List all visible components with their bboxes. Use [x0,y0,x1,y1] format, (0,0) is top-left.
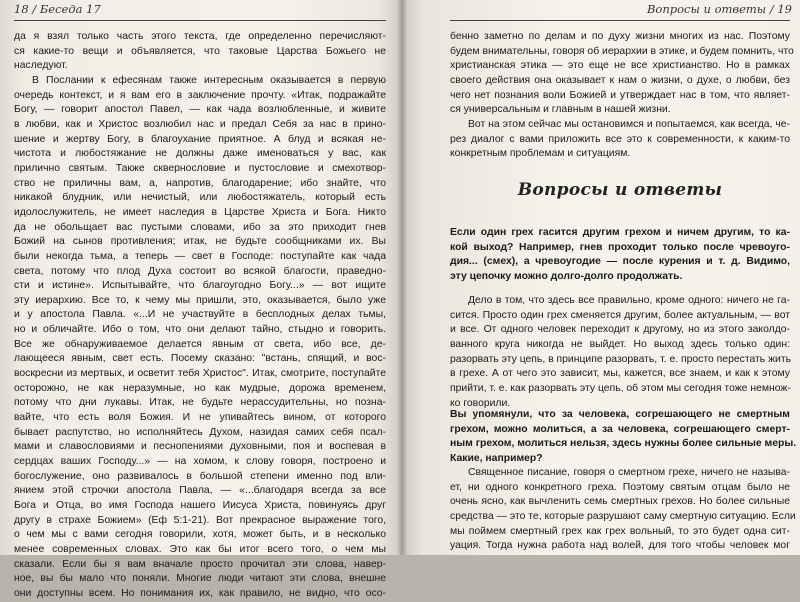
text-line: и у апостола Павла. «...И не участвуйте в бесплодных делах тьмы, [14,309,386,321]
text-line: сти и истине». Испытывайте, что благоугодно Богу...» — вот ищите [14,280,386,292]
text-line: шение и жертву Богу, в благоухание приятное. А блуд и всякая не- [14,133,386,145]
text-line: мы поймем смертный грех как грех вольный, то это будет одна сит- [450,525,790,537]
text-line: ся какие-то вещи и объявляется, что таковые Царства Божьего не [14,45,386,57]
text-line: Божий на сынов противления; итак, не будьте сообщниками их. Вы [14,236,386,248]
text-line: бывает распутство, но исполняйтесь Духом, назидая самих себя псал- [14,426,386,438]
text-line: были некогда тьма, а теперь — свет в Господе: поступайте как чада [14,250,386,262]
text-line: воскресни из мертвых, и осветит тебя Христос". Итак, смотрите, поступайте [14,368,386,380]
text-line: но и обличайте. Ибо о том, что они делают тайно, стыдно и говорить. [14,324,386,336]
question-line: Вы упомянули, что за человека, согрешающего не смертным [450,409,790,420]
text-line: Все же обнаруживаемое делается явным от света, ибо все, де- [14,338,386,350]
text-line: прийти, т. е. как разорвать эту цепь, об этом мы сегодня тоже немнож- [450,382,791,394]
text-line: они доступны всем. Но понимания их, как правило, не видно, что осо- [14,587,386,599]
text-line: богослужение, оно развивалось в большой степени именно под вли- [14,470,386,482]
answer-2 [450,466,796,554]
text-line: сердцах ваших Господу...» — на хомом, к слову говоря, построено и [14,456,386,468]
question-1 [450,226,790,285]
text-line: ся универсальным и главным в нашей жизни. [450,104,671,116]
left-running-header: 18 / Беседа 17 [14,2,101,16]
text-line: христианская этика — это еще не все христианство. Но в рамках [450,60,790,72]
text-line: ванного круга никогда не выйдет. Но выход здесь только один: [450,338,790,350]
right-intro-text [450,30,794,162]
text-line: в грехе. А от чего это зависит, мы, кажется, все знаем, и как к этому [450,368,790,380]
question-line: кой выход? Например, гнев проходит только после чревоуго- [450,241,790,253]
text-line: о чем мы с вами сегодня говорили, хотя, может быть, и в несколько [14,529,386,541]
text-line: мами и славословиями и песнопениями духовными, поя и воспевая в [14,441,386,453]
text-line: средства — это те, которые разрушают саму смертную ситуацию. Если [450,510,796,522]
text-line: идолослужитель, не имеет наследия в Царстве Христа и Бога. Никто [14,206,386,218]
text-line: потому что дни лукавы. Итак, не будьте нерассудительны, но познa- [14,397,386,409]
text-line: никакой блудник, или нечистый, или любостяжатель, который есть [14,192,386,204]
right-running-header: Вопросы и ответы / 19 [646,2,792,16]
text-line: света, потому что плод Духа состоит во всякой благости, праведно- [14,265,386,277]
text-line: В Послании к ефесянам также интересным оказывается в первую [32,74,386,86]
question-2 [450,408,797,467]
left-body-text [14,30,386,602]
text-line: Дело в том, что здесь все правильно, кроме одного: ничего не га- [468,295,790,306]
text-line: разорвать эту цепь, в принципе разорвать, т. е. просто перестать жить [450,353,792,365]
question-line: ным грехом, молиться нельзя, здесь нужны более сильные меры. [450,438,797,450]
answer-1 [450,294,790,411]
question-line: эту цепочку можно долго-долго продолжать. [450,270,683,282]
text-line: другу в страхе Божием» (Еф 5:1-21). Вот прекрасное выражение того, [14,514,386,526]
text-line: сится. Просто один грех сменяется другим, более актуальным, — вот [450,309,790,321]
text-line: конкретным проблемам и ситуациям. [450,148,631,160]
text-line: Богу, — говорит апостол Павел, — как чада возлюбленные, и живите [14,104,386,116]
text-line: сказали. Если бы я вам вначале просто прочитал эти слова, навер- [14,558,386,570]
book-gutter [397,0,407,555]
text-line: уация. Тогда нужна работа над волей, для того чтобы человек мог [450,540,790,552]
question-line: Какие, например? [450,452,543,464]
text-line: осторожно, не как неразумные, но как мудрые, дорожа временем, [14,382,386,394]
text-line: чего нет познания воли Божией и утверждает нас в том, что являет- [450,89,790,101]
text-line: вайте, что есть воля Божия. И не упивайтесь вином, от которого [14,412,386,424]
text-line: будем внимательны, говоря об иерархии в этике, и будем помнить, что [450,45,794,57]
text-line: и все. От одного человек переходит к другому, но из этого заколдо- [450,324,790,336]
text-line: ство не приличны вам, а, напротив, благодарение; ибо знайте, что [14,177,386,189]
text-line: ко говорили. [450,397,511,409]
right-page [402,0,800,555]
right-header-rule [450,20,790,21]
text-line: в любви, как и Христос возлюбил нас и предал Себя за нас в прино- [14,118,386,130]
question-line: грехом, можно молиться, а за человека, согрешающего смерт- [450,423,790,435]
text-line: лающееся явным, свет есть. Посему сказано: "встань, спящий, и вос- [14,353,386,365]
text-line: бенно заметно по делам и по духу жизни многих из нас. Поэтому [450,31,790,42]
text-line: чистота и любостяжание не должны даже именоваться у вас, как [14,148,386,160]
section-title: Вопросы и ответы [517,180,723,200]
question-line: дия... (смех), а чревоугодие — после курения и т. д. Видимо, [450,256,790,268]
text-line: Бога и Отца, во имя Господа нашего Иисуса Христа, повинуясь друг [14,500,386,511]
text-line: да не обольщает вас пустыми словами, ибо за это приходит гнев [14,221,386,233]
text-line: наследуют. [14,60,68,72]
text-line: менее современных словах. Это как бы итог всего того, о чем мы [14,543,386,555]
text-line: Вот на этом сейчас мы остановимся и попытаемся, как всегда, че- [468,118,790,130]
text-line: очередь контекст, и я вам его в заключение прочту. «Итак, подражайте [14,89,386,101]
text-line: рез диалог с вами приложить все это к современности, к каким-то [450,133,790,145]
text-line: очень ясно, как вычленить семь смертных грехов. Но более сильные [450,496,790,508]
text-line: да я взял только часть этого текста, где определенно перечисляют- [14,31,386,42]
text-line: прилично святым. Также сквернословие и пустословие и смехотвор- [14,162,386,174]
text-line: ное, вы бы мало что поняли. Многие люди читают эти слова, внешне [14,573,386,585]
text-line: своего действия она оказывает к нам о жизни, о духе, о любви, без [450,74,790,86]
text-line: янием этой строчки апостола Павла, — «...благодаря всегда за все [14,485,386,497]
left-page [0,0,402,599]
left-header-rule [14,20,386,21]
text-line: Священное писание, говоря о смертном грехе, ничего не называ- [468,467,790,478]
text-line: эту иерархию. Все то, к чему мы пришли, это, оказывается, было уже [14,294,386,306]
text-line: ет, ни одного конкретного греха. Поэтому святым отцам было не [450,481,790,493]
question-line: Если один грех гасится другим грехом и ничем другим, то ка- [450,227,790,238]
